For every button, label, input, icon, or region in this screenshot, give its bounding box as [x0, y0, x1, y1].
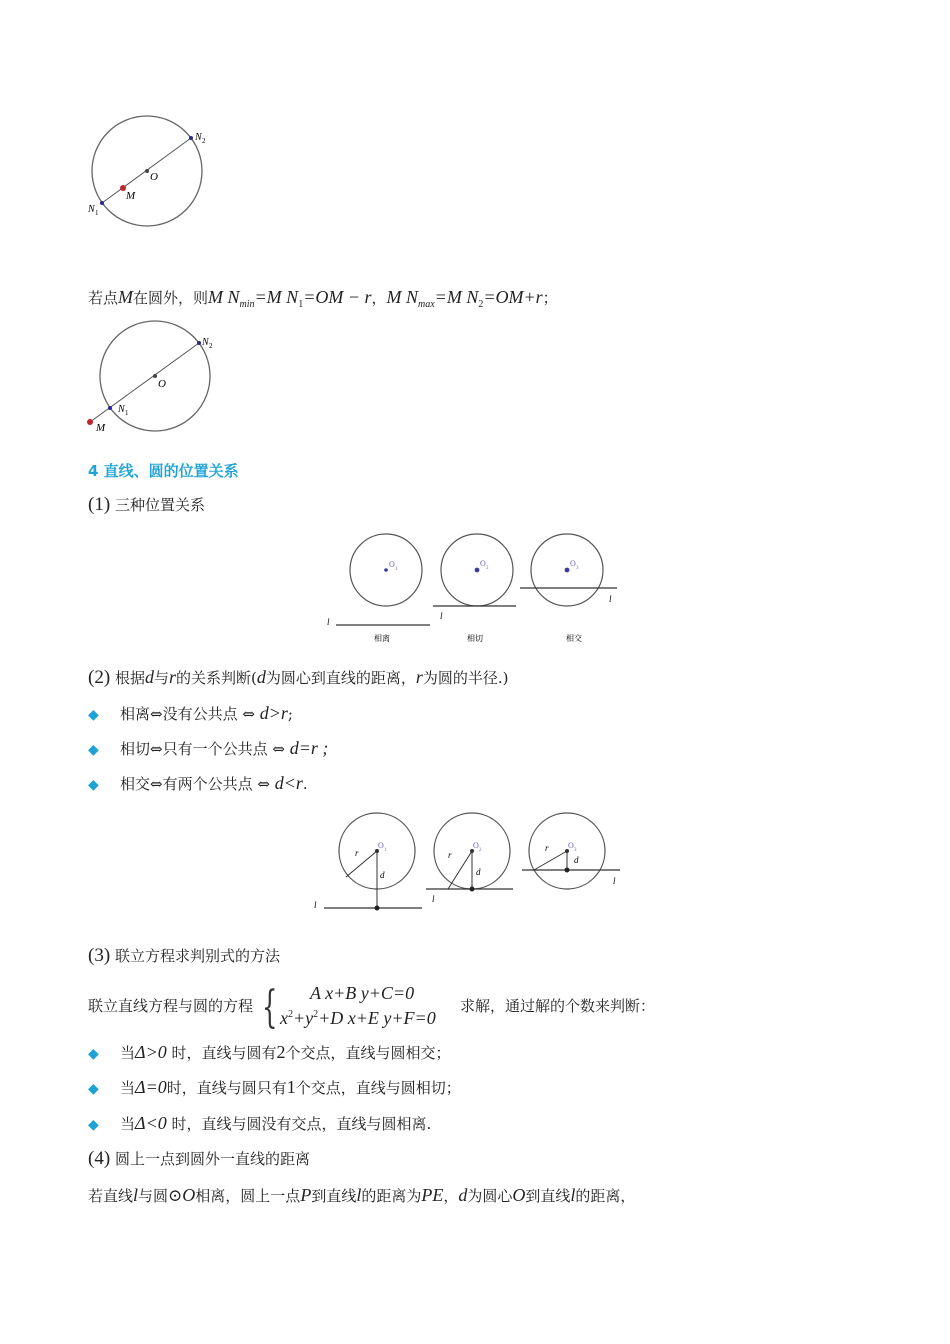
item-1: (1) 三种位置关系	[88, 494, 205, 515]
svg-text:d: d	[476, 867, 481, 877]
svg-text:l: l	[609, 594, 612, 604]
svg-text:2: 2	[486, 566, 489, 571]
label-n1: N	[118, 404, 125, 415]
diamond-icon: ◆	[88, 1046, 99, 1062]
secant-line	[90, 343, 199, 422]
label-n2-sub: 2	[202, 137, 206, 145]
system-outro: 求解，通过解的个数来判断：	[460, 997, 656, 1015]
item-3: (3) 联立方程求判别式的方法	[88, 945, 280, 966]
point-o	[145, 169, 149, 173]
svg-text:O: O	[570, 559, 576, 568]
label-n1: N	[88, 204, 95, 215]
svg-text:相离: 相离	[374, 634, 390, 643]
case-intersect	[522, 813, 620, 889]
distance-statement: 若直线l与圆⊙O相离，圆上一点P到直线l的距离为PE，d为圆心O到直线l的距离，	[88, 1185, 636, 1206]
case-tangent	[426, 813, 513, 904]
system-intro: 联立直线方程与圆的方程	[88, 997, 254, 1015]
label-o: O	[150, 171, 158, 183]
diamond-icon: ◆	[88, 707, 99, 723]
svg-text:3: 3	[574, 848, 577, 853]
svg-text:l: l	[613, 876, 616, 886]
svg-text:3: 3	[576, 566, 579, 571]
item-2: (2) 根据d与r的关系判断(d为圆心到直线的距离，r为圆的半径.)	[88, 667, 509, 688]
label-n1-sub: 1	[95, 209, 99, 217]
diamond-icon: ◆	[88, 742, 99, 758]
case-tangent	[433, 534, 516, 643]
label-n2: N	[202, 337, 209, 348]
svg-text:1: 1	[395, 567, 398, 572]
diamond-icon: ◆	[88, 1117, 99, 1133]
label-n2-sub: 2	[209, 342, 213, 350]
label-n1-sub: 1	[125, 409, 129, 417]
equation-circle: $x^2+y^2+D$ x+E y+F=0	[280, 1008, 436, 1028]
svg-text:d: d	[574, 855, 579, 865]
left-brace: {	[262, 982, 278, 1033]
bullet-separate: ◆ 相离⇔没有公共点 ⇔ d>r;	[88, 703, 293, 723]
svg-text:1: 1	[384, 848, 387, 853]
svg-text:相切: 相切	[467, 634, 483, 643]
bullet-delta-negative: ◆ 当Δ<0 时，直线与圆没有交点，直线与圆相离.	[88, 1113, 432, 1133]
svg-text:O: O	[389, 560, 395, 569]
figure-point-inside-circle	[80, 110, 230, 240]
point-o	[153, 374, 157, 378]
label-m: M	[126, 190, 136, 202]
svg-text:l: l	[327, 617, 330, 627]
svg-text:2: 2	[479, 848, 482, 853]
svg-text:相交: 相交	[566, 634, 582, 643]
svg-text:l: l	[314, 900, 317, 910]
svg-text:r: r	[355, 848, 359, 858]
svg-text:O: O	[480, 559, 486, 568]
figure-point-outside-circle	[80, 315, 230, 440]
case-intersect	[520, 534, 617, 643]
svg-text:O: O	[378, 841, 384, 850]
figure-distance-cases	[310, 808, 630, 918]
diamond-icon: ◆	[88, 777, 99, 793]
outside-point-formula: 若点M在圆外，则M $N_{min}=M$ $N_1=OM - r$，M $N_{max}=M$ $N_2=OM+r$；	[88, 287, 558, 310]
point-n1	[108, 406, 112, 410]
label-n2: N	[195, 132, 202, 143]
case-separate	[327, 534, 430, 643]
point-n2	[189, 136, 193, 140]
section-heading: 4 直线、圆的位置关系	[88, 462, 239, 480]
svg-text:l: l	[432, 894, 435, 904]
bullet-delta-positive: ◆ 当Δ>0 时，直线与圆有2个交点，直线与圆相交；	[88, 1042, 451, 1062]
figure-three-positions	[322, 530, 622, 648]
point-n2	[197, 341, 201, 345]
svg-text:O: O	[473, 841, 479, 850]
svg-text:d: d	[380, 870, 385, 880]
svg-text:O: O	[568, 841, 574, 850]
diamond-icon: ◆	[88, 1081, 99, 1097]
point-n1	[100, 201, 104, 205]
svg-text:l: l	[440, 611, 443, 621]
bullet-intersect: ◆ 相交⇔有两个公共点 ⇔ d<r.	[88, 773, 308, 793]
bullet-delta-zero: ◆ 当Δ=0时，直线与圆只有1个交点，直线与圆相切；	[88, 1077, 461, 1097]
svg-text:r: r	[545, 843, 549, 853]
point-m	[87, 419, 93, 425]
label-o: O	[158, 378, 166, 390]
item-4: (4) 圆上一点到圆外一直线的距离	[88, 1148, 310, 1169]
svg-text:r: r	[448, 850, 452, 860]
case-separate	[314, 813, 422, 911]
equation-line: A x+B y+C=0	[310, 983, 415, 1003]
label-m: M	[96, 422, 106, 434]
bullet-tangent: ◆ 相切⇔只有一个公共点 ⇔ d=r ;	[88, 738, 329, 758]
